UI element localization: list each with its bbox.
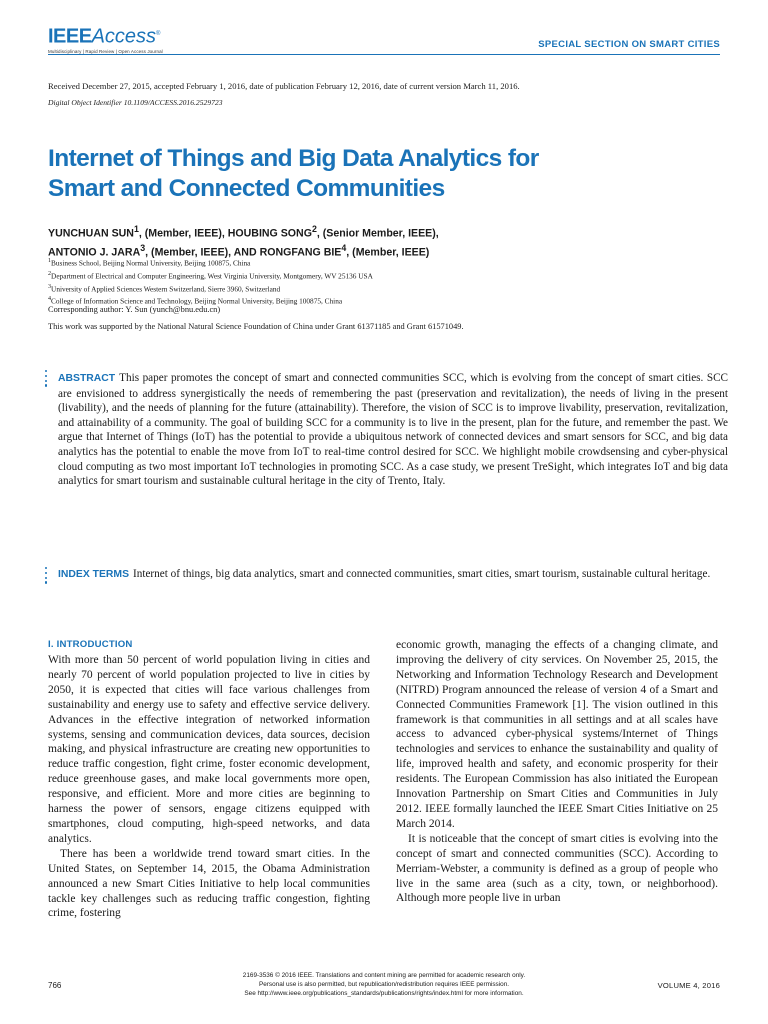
special-section-label: SPECIAL SECTION ON SMART CITIES bbox=[538, 39, 720, 50]
paper-title bbox=[48, 144, 688, 204]
affiliation-text: Department of Electrical and Computer Engineering, West Virginia University, Montgomery, WV 25136 USA bbox=[51, 271, 373, 281]
affiliation-text: Business School, Beijing Normal University, Beijing 100875, China bbox=[51, 258, 251, 268]
author-role: , (Senior Member, IEEE), bbox=[316, 227, 439, 240]
author-line-1 bbox=[48, 222, 728, 241]
index-terms-heading: INDEX TERMS bbox=[58, 569, 130, 580]
logo-tagline: Multidisciplinary | Rapid Review | Open Access Journal bbox=[48, 48, 163, 54]
author-affil-sup: 1 bbox=[133, 224, 139, 234]
received-dates: Received December 27, 2015, accepted February 1, 2016, date of publication February 12, 2016, date of current version March 11, 2016. bbox=[48, 81, 520, 91]
copyright-line: 2169-3536 © 2016 IEEE. Translations and content mining are permitted for academic research only. bbox=[242, 972, 526, 979]
body-paragraph: economic growth, managing the effects of a changing climate, and improving the delivery of city services. On November 25, 2015, the Networking and Information Technology Research and Development (NITRD) Program announced the release of version 4 of a Smart and Connected Communities Framework [1]. The vision outlined in this framework is that communities in all settings and at all scales have access to advanced cyber-physical systems/Internet of Things technologies and services to enhance the sustainability and quality of life, improved health and safety, and economic prosperity for their residents. The European Commission has also initiated the European Innovation Partnership on Smart Cities and Communities in July 2012. IEEE formally launched the IEEE Smart Cities Initiative on 25 March 2014. bbox=[396, 639, 718, 830]
copyright-line: Personal use is also permitted, but republication/redistribution requires IEEE permission. bbox=[258, 981, 510, 988]
author-role: , (Member, IEEE) bbox=[346, 246, 430, 259]
journal-logo bbox=[48, 24, 163, 54]
affiliation-item bbox=[48, 282, 373, 295]
index-terms-dots-icon bbox=[45, 567, 49, 586]
affiliation-item bbox=[48, 269, 373, 282]
body-paragraph: With more than 50 percent of world population living in cities and nearly 70 percent of world population projected to live in cities by 2050, it is expected that cities will face various challenges from sustainability and energy use to safety and effective service delivery. Advances in the effective integration of networked information systems, sensing and communication devices, data sources, decision making, and physical infrastructure are creating new opportunities to reduce traffic congestion, fight crime, foster economic development, reduce greenhouse gases, and make local governments more open, responsive, and efficient. More and more cities are beginning to harness the power of sensors, engage citizens equipped with smartphones, cloud computing, high-speed networks, and data analytics. bbox=[48, 654, 370, 845]
section-heading-introduction: I. INTRODUCTION bbox=[48, 639, 133, 650]
body-paragraph: There has been a worldwide trend toward smart cities. In the United States, on September 14, 2015, the Obama Administration announced a new Smart Cities Initiative to help local communities tackle key challenges such as reducing traffic congestion, fighting crime, fostering bbox=[48, 847, 370, 920]
index-terms-text: Internet of things, big data analytics, smart and connected communities, smart cities, smart tourism, sustainable cultural heritage. bbox=[133, 568, 711, 580]
logo-wordmark bbox=[48, 24, 163, 47]
copyright-line: See http://www.ieee.org/publications_standards/publications/rights/index.html for more information. bbox=[244, 990, 524, 997]
header-divider bbox=[48, 54, 720, 55]
body-paragraph: It is noticeable that the concept of smart cities is evolving into the concept of smart and connected communities (SCC). According to Merriam-Webster, a community is defined as a group of people who live in the same area (such as a city, town, or neighborhood). Although more people live in urban bbox=[396, 832, 718, 905]
author-name: RONGFANG BIE bbox=[259, 246, 342, 259]
affiliation-number: 2 bbox=[48, 270, 52, 277]
affiliations bbox=[48, 256, 373, 307]
abstract-heading: ABSTRACT bbox=[58, 373, 116, 384]
author-name: YUNCHUAN SUN bbox=[48, 227, 134, 240]
title-line-2: Smart and Connected Communities bbox=[48, 175, 445, 202]
corresponding-author: Corresponding author: Y. Sun (yunch@bnu.edu.cn) bbox=[48, 305, 221, 314]
volume-label: VOLUME 4, 2016 bbox=[657, 981, 720, 990]
affiliation-number: 1 bbox=[48, 258, 52, 264]
author-role: , (Member, IEEE), bbox=[138, 227, 228, 240]
logo-bold: IEEE bbox=[48, 25, 92, 48]
copyright-notice bbox=[150, 971, 618, 998]
body-column-left bbox=[48, 638, 370, 921]
abstract-dots-icon bbox=[45, 370, 49, 389]
logo-italic: Access bbox=[91, 25, 157, 48]
author-role: , (Member, IEEE), AND bbox=[145, 246, 260, 259]
abstract-text: This paper promotes the concept of smart and connected communities SCC, which is evolving from the concept of smart cities. SCC are envisioned to address synergistically the needs of remembering the past (preservation and revitalization), the needs of living in the present (livability), and the needs of planning for the future (attainability). Therefore, the vision of SCC is to improve livability, preservation, revitalization, and attainability of a community. The goal of building SCC for a community is to live in the present, plan for the future, and remember the past. We argue that Internet of Things (IoT) has the potential to provide a ubiquitous network of connected devices and smart sensors for SCC, and big data analytics has the potential to enable the move from IoT to real-time control desired for SCC. We highlight mobile crowdsensing and cyber-physical cloud computing as two most important IoT technologies in promoting SCC. As a case study, we present TreSight, which integrates IoT and big data analytics for smart tourism and sustainable cultural heritage in the city of Trento, Italy. bbox=[58, 372, 728, 488]
page-number: 766 bbox=[48, 981, 62, 990]
doi: Digital Object Identifier 10.1109/ACCESS.2016.2529723 bbox=[48, 98, 223, 107]
funding-note: This work was supported by the National Natural Science Foundation of China under Grant 61371185 and Grant 61571049. bbox=[48, 322, 464, 331]
index-terms bbox=[58, 567, 728, 583]
title-line-1: Internet of Things and Big Data Analytics for bbox=[48, 145, 539, 172]
body-column-right bbox=[396, 638, 718, 906]
affiliation-number: 4 bbox=[48, 296, 52, 303]
author-list bbox=[48, 222, 728, 259]
affiliation-item bbox=[48, 256, 373, 269]
affiliation-text: College of Information Science and Technology, Beijing Normal University, Beijing 100875, China bbox=[51, 296, 343, 306]
affiliation-number: 3 bbox=[48, 283, 52, 290]
author-name: HOUBING SONG bbox=[227, 227, 312, 240]
affiliation-text: University of Applied Sciences Western Switzerland, Sierre 3960, Switzerland bbox=[51, 284, 281, 294]
logo-trademark: ® bbox=[156, 31, 161, 37]
author-name: ANTONIO J. JARA bbox=[48, 246, 141, 259]
author-affil-sup: 3 bbox=[140, 242, 146, 253]
abstract bbox=[58, 371, 728, 489]
author-affil-sup: 4 bbox=[341, 242, 347, 253]
author-affil-sup: 2 bbox=[311, 224, 317, 234]
